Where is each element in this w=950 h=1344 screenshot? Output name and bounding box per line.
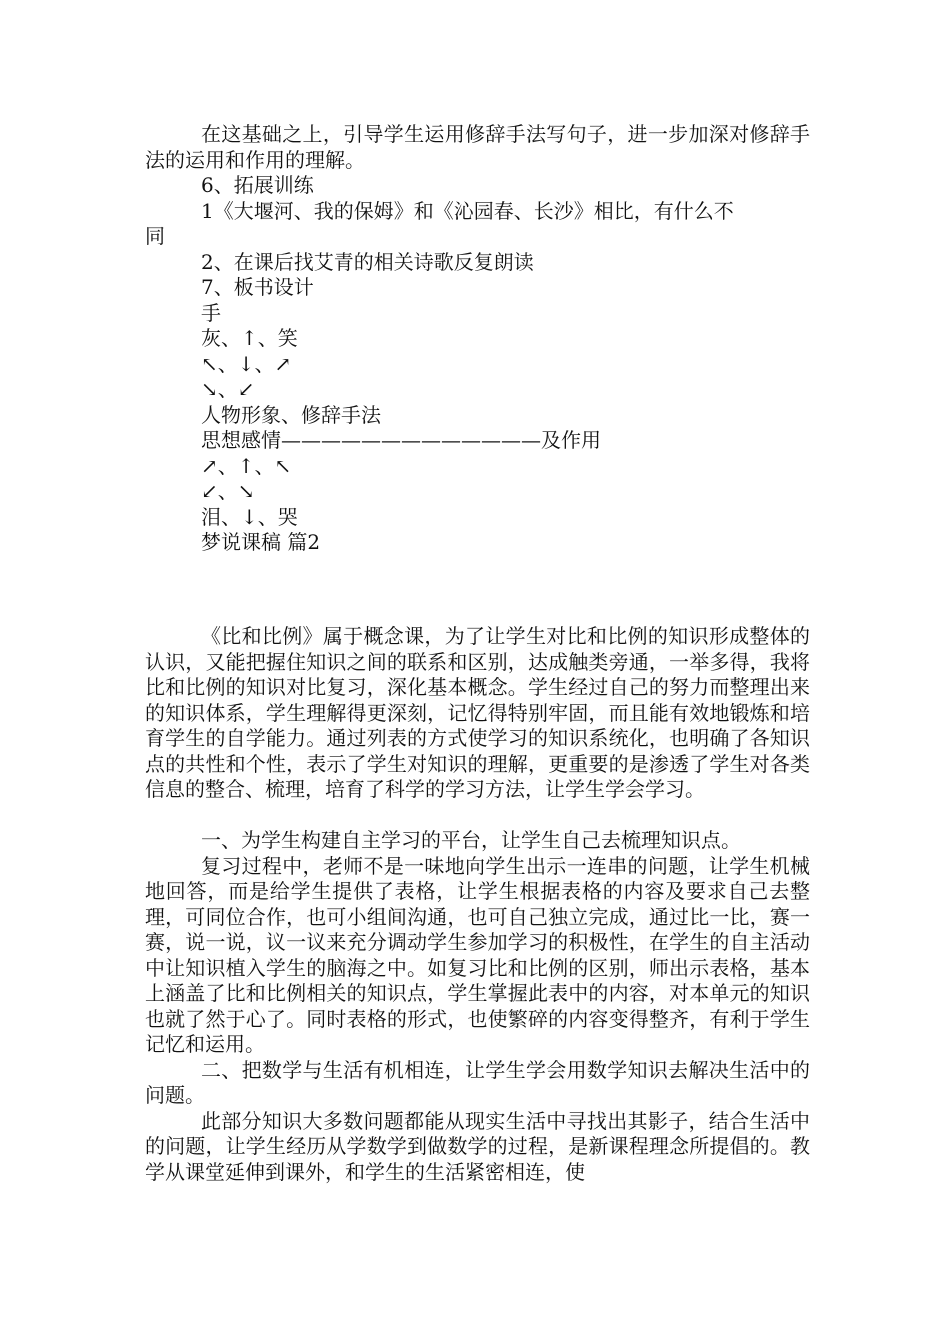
board-line: 灰、↑、笑 [201, 326, 298, 350]
board-line: 手 [201, 300, 221, 325]
board-line: ↙、↘ [201, 479, 255, 503]
board-line: ↗、↑、↖ [201, 453, 292, 478]
section-1 [145, 122, 810, 556]
board-line: ↘、↙ [201, 377, 255, 401]
heading-extend-training: 6、拓展训练 [201, 173, 314, 197]
point-1-title: 一、为学生构建自主学习的平台，让学生自己去梳理知识点。 [201, 828, 741, 852]
question-2: 2、在课后找艾青的相关诗歌反复朗读 [201, 249, 534, 274]
section-2 [145, 624, 810, 1185]
board-line: 泪、↓、哭 [201, 504, 298, 529]
board-line: 思想感情—————————————及作用 [201, 428, 601, 452]
point-1-body: 复习过程中，老师不是一味地向学生出示一连串的问题，让学生机械地回答，而是给学生提供了表格，让学生根据表格的内容及要求自己去整理，可同位合作，也可小组间沟通，也可自己独立完成，通过比一比，赛一赛，说一说，议一议来充分调动学生参加学习的积极性，在学生的自主活动中让知识植入学生的脑海之中。如复习比和比例的区别，师出示表格，基本上涵盖了比和比例相关的知识点，学生掌握此表中的内容，对本单元的知识也就了然于心了。同时表格的形式，也使繁碎的内容变得整齐，有利于学生记忆和运用。 [145, 853, 810, 1056]
board-design [145, 301, 810, 531]
question-1-line-1: 1《大堰河、我的保姆》和《沁园春、长沙》相比，有什么不 [201, 198, 734, 223]
paragraph-rhetoric: 在这基础之上，引导学生运用修辞手法写句子，进一步加深对修辞手法的运用和作用的理解。 [145, 122, 810, 172]
section-2-heading: 梦说课稿 篇2 [201, 530, 321, 554]
paragraph-intro: 《比和比例》属于概念课，为了让学生对比和比例的知识形成整体的认识，又能把握住知识之间的联系和区别，达成触类旁通，一举多得，我将比和比例的知识对比复习，深化基本概念。学生经过自己的努力而整理出来的知识体系，学生理解得更深刻，记忆得特别牢固，而且能有效地锻炼和培育学生的自学能力。通过列表的方式使学习的知识系统化，也明确了各知识点的共性和个性，表示了学生对知识的理解，更重要的是渗透了学生对各类信息的整合、梳理，培育了科学的学习方法，让学生学会学习。 [145, 624, 810, 801]
heading-board-design: 7、板书设计 [201, 275, 314, 299]
question-1-line-2: 同 [145, 224, 165, 248]
board-line: ↖、↓、↗ [201, 351, 292, 376]
point-2-body: 此部分知识大多数问题都能从现实生活中寻找出其影子，结合生活中的问题，让学生经历从学数学到做数学的过程，是新课程理念所提倡的。教学从课堂延伸到课外，和学生的生活紧密相连，使 [145, 1108, 810, 1184]
board-line: 人物形象、修辞手法 [201, 402, 381, 427]
point-2-title: 二、把数学与生活有机相连，让学生学会用数学知识去解决生活中的问题。 [145, 1057, 810, 1107]
